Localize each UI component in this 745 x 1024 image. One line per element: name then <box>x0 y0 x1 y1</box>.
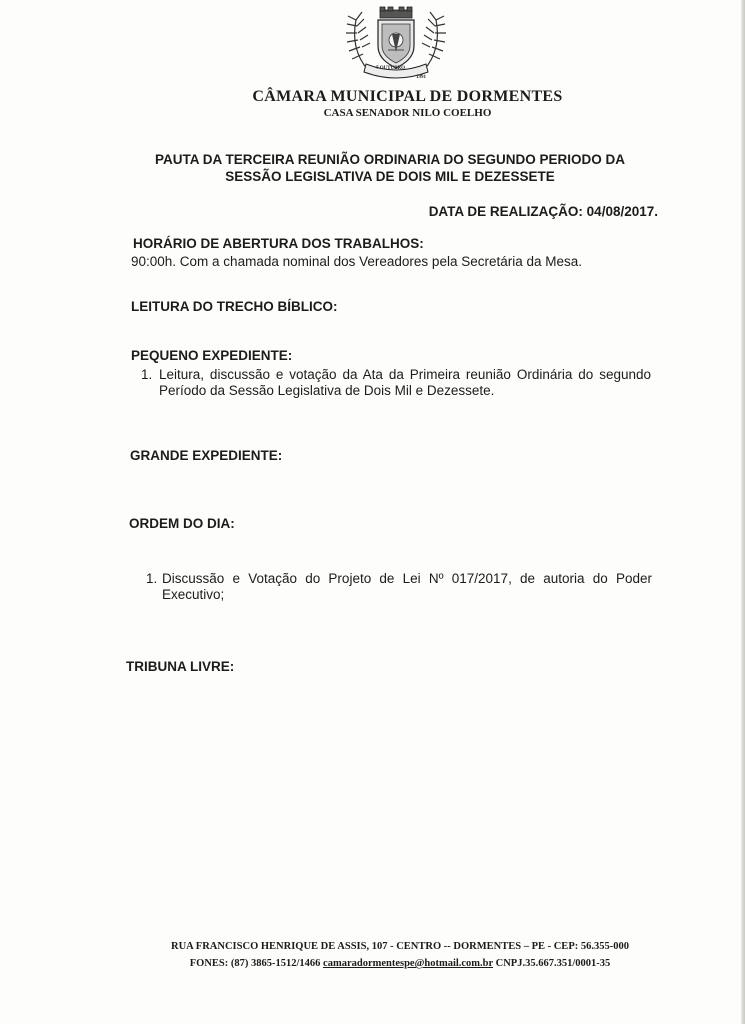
small-expedient-heading: PEQUENO EXPEDIENTE: <box>131 348 293 363</box>
list-item-text: Discussão e Votação do Projeto de Lei Nº 017/2017, de autoria do Poder Executivo; <box>162 571 652 602</box>
order-of-day-item <box>146 571 652 603</box>
agenda-title-line-1: PAUTA DA TERCEIRA REUNIÃO ORDINARIA DO SEGUNDO PERIODO DA <box>154 152 625 167</box>
footer-email-link[interactable]: camaradormentespe@hotmail.com.br <box>323 958 493 969</box>
opening-heading: HORÁRIO DE ABERTURA DOS TRABALHOS: <box>133 236 424 251</box>
opening-text: 90:00h. Com a chamada nominal dos Vereadores pela Secretária da Mesa. <box>131 254 583 269</box>
agenda-title <box>120 151 660 185</box>
organization-name: CÂMARA MUNICIPAL DE DORMENTES <box>252 88 563 105</box>
free-tribune-heading: TRIBUNA LIVRE: <box>126 659 235 674</box>
footer-address: RUA FRANCISCO HENRIQUE DE ASSIS, 107 - CENTRO -- DORMENTES – PE - CEP: 56.355-000 <box>171 941 629 952</box>
footer-contacts <box>120 958 680 969</box>
list-item-number: 1. <box>146 571 158 586</box>
bible-reading-heading: LEITURA DO TRECHO BÍBLICO: <box>131 299 338 314</box>
list-item-text: Leitura, discussão e votação da Ata da Primeira reunião Ordinária do segundo Período da Sessão Legislativa de Dois Mil e Dezessete. <box>159 367 651 398</box>
agenda-title-line-2: SESSÃO LEGISLATIVA DE DOIS MIL E DEZESSETE <box>225 169 555 184</box>
crest-date-text: 7 OUTUBRO <box>376 66 406 71</box>
crest-emblem <box>342 6 450 82</box>
scan-edge <box>741 0 745 1024</box>
footer-cnpj: CNPJ.35.667.351/0001-35 <box>495 958 611 969</box>
meeting-date: DATA DE REALIZAÇÃO: 04/08/2017. <box>428 204 658 219</box>
small-expedient-item <box>141 367 651 399</box>
order-of-day-heading: ORDEM DO DIA: <box>129 516 235 531</box>
crest-year-text: 1991 <box>416 75 426 80</box>
organization-subtitle: CASA SENADOR NILO COELHO <box>323 107 492 119</box>
large-expedient-heading: GRANDE EXPEDIENTE: <box>130 448 283 463</box>
list-item-number: 1. <box>141 367 153 382</box>
footer-phones: FONES: (87) 3865-1512/1466 <box>189 958 321 969</box>
